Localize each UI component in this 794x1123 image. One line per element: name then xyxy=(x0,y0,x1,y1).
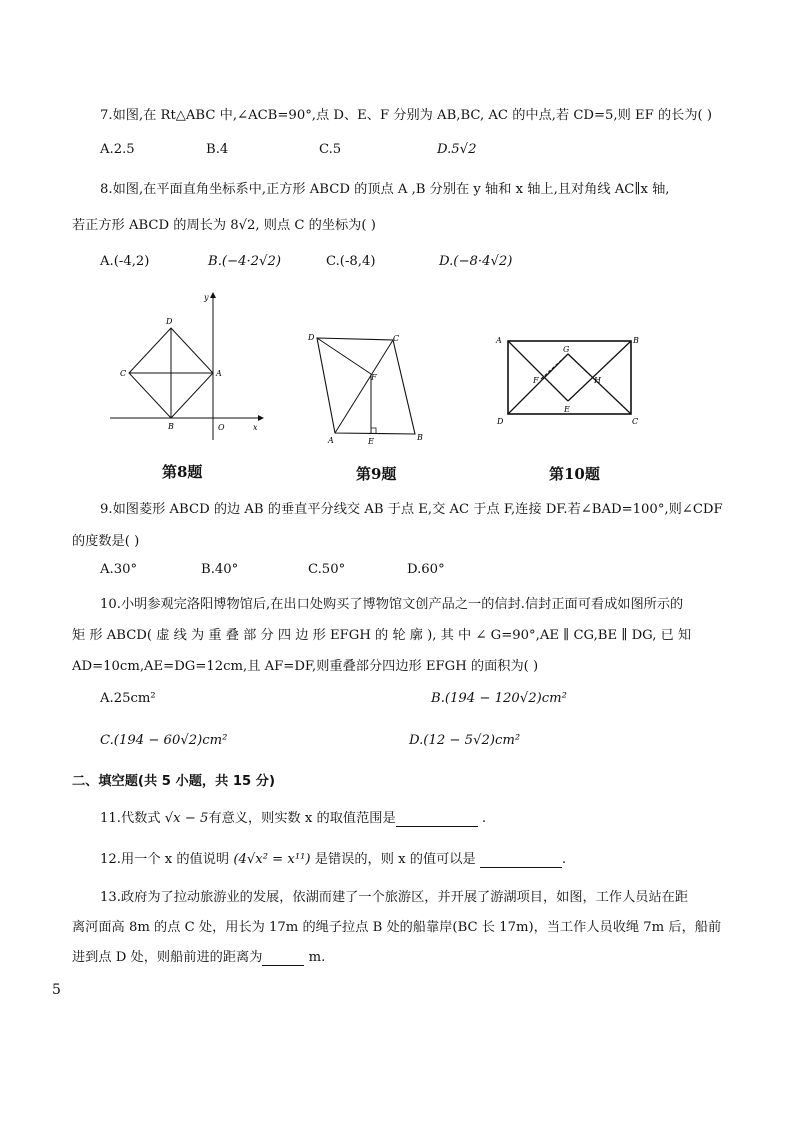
q8-option-d: D.(−8·4√2) xyxy=(439,254,513,269)
fig8-x-arrow xyxy=(258,415,264,421)
q12-end: . xyxy=(561,852,567,867)
fig8-label-a: A xyxy=(216,369,222,378)
fig8-label-d: D xyxy=(166,317,173,326)
q9-stem-line1: 9.如图菱形 ABCD 的边 AB 的垂直平分线交 AB 于点 E,交 AC 于点 F,连接 DF.若∠BAD=100°,则∠CDF xyxy=(100,502,723,517)
q7-stem: 7.如图,在 Rt△ABC 中,∠ACB=90°,点 D、E、F 分别为 AB,BC, AC 的中点,若 CD=5,则 EF 的长为( ) xyxy=(100,108,713,123)
q12 xyxy=(100,848,566,868)
fig10-ae xyxy=(508,341,568,401)
figure-10 xyxy=(493,330,643,425)
q11-expr: √x − 5 xyxy=(164,811,209,826)
fig9-diagonal-ac xyxy=(335,340,393,433)
q10-option-b: B.(194 − 120√2)cm² xyxy=(431,691,567,706)
fig8-label-o: O xyxy=(218,423,225,432)
q12-blank[interactable] xyxy=(480,852,562,868)
fig9-label-b: B xyxy=(417,433,423,442)
q9-option-d: D.60° xyxy=(407,562,445,577)
figure-8 xyxy=(108,290,268,440)
q13-line2: 离河面高 8m 的点 C 处，用长为 17m 的绳子拉点 B 处的船靠岸(BC 长 17m)，当工作人员收绳 7m 后，船前 xyxy=(72,920,722,935)
fig9-caption: 第9题 xyxy=(356,465,397,483)
fig8-label-x: x xyxy=(253,423,258,432)
fig8-label-c: C xyxy=(120,369,127,378)
q10-stem-line1: 10.小明参观完洛阳博物馆后,在出口处购买了博物馆文创产品之一的信封.信封正面可看成如图所示的 xyxy=(100,597,684,612)
q8-stem-line2: 若正方形 ABCD 的周长为 8√2, 则点 C 的坐标为( ) xyxy=(72,218,376,233)
q10-stem-line2: 矩 形 ABCD( 虚 线 为 重 叠 部 分 四 边 形 EFGH 的 轮 廓 ), 其 中 ∠ G=90°,AE ∥ CG,BE ∥ DG, 已 知 xyxy=(72,628,692,643)
fig10-rectangle xyxy=(508,341,631,414)
fig9-label-e: E xyxy=(368,437,374,446)
q7-option-c: C.5 xyxy=(319,142,342,157)
q9-option-c: C.50° xyxy=(308,562,346,577)
fig10-dashed-fgh xyxy=(541,354,594,379)
q8-option-c: C.(-8,4) xyxy=(326,254,376,269)
q7-option-b: B.4 xyxy=(206,142,229,157)
fig10-label-e: E xyxy=(564,405,570,414)
q13-line3 xyxy=(72,946,325,966)
q9-stem-line2: 的度数是( ) xyxy=(72,534,140,549)
fig9-label-a: A xyxy=(328,436,334,445)
q11-blank[interactable] xyxy=(396,811,478,827)
fig10-label-d: D xyxy=(497,417,504,425)
q13-line1: 13.政府为了拉动旅游业的发展，依湖而建了一个旅游区，并开展了游湖项目，如图，工作人员站在距 xyxy=(100,890,689,905)
page-number: 5 xyxy=(52,982,61,998)
fig8-label-y: y xyxy=(204,293,209,302)
q10-option-c: C.(194 − 60√2)cm² xyxy=(100,733,228,748)
fig9-label-d: D xyxy=(308,333,315,342)
fig10-label-b: B xyxy=(633,336,639,345)
figure-9 xyxy=(305,330,435,450)
q12-expr: (4√x² = x¹¹) xyxy=(233,852,311,867)
q9-option-b: B.40° xyxy=(201,562,239,577)
q9-option-a: A.30° xyxy=(100,562,138,577)
fig9-label-f: F xyxy=(371,373,377,382)
q11-end: . xyxy=(477,811,487,826)
q11-after: 有意义，则实数 x 的取值范围是 xyxy=(208,811,396,826)
fig9-df xyxy=(317,338,371,374)
q12-before: 12.用一个 x 的值说明 xyxy=(100,852,234,867)
q8-option-a: A.(-4,2) xyxy=(100,254,150,269)
fig10-label-h: H xyxy=(594,376,601,385)
q11 xyxy=(100,807,486,827)
q11-before: 11.代数式 xyxy=(100,811,165,826)
q13-line3-before: 进到点 D 处，则船前进的距离为 xyxy=(72,950,263,965)
fig8-label-b: B xyxy=(168,422,174,431)
q7-option-a: A.2.5 xyxy=(100,142,135,157)
q13-blank[interactable] xyxy=(262,950,304,966)
q10-option-a: A.25cm² xyxy=(100,691,156,706)
fig9-rhombus xyxy=(317,338,415,434)
q8-option-b: B.(−4·2√2) xyxy=(208,254,281,269)
q10-stem-line3: AD=10cm,AE=DG=12cm,且 AF=DF,则重叠部分四边形 EFGH 的面积为( ) xyxy=(72,659,539,674)
fig10-label-f: F xyxy=(533,376,539,385)
fig10-caption: 第10题 xyxy=(549,465,600,483)
fig10-be xyxy=(568,341,631,401)
fig8-y-arrow xyxy=(210,292,216,298)
q8-stem-line1: 8.如图,在平面直角坐标系中,正方形 ABCD 的顶点 A ,B 分别在 y 轴和 x 轴上,且对角线 AC∥x 轴, xyxy=(100,182,670,197)
fig8-caption: 第8题 xyxy=(162,463,203,481)
q12-after: 是错误的，则 x 的值可以是 xyxy=(310,852,480,867)
q13-line3-after: m. xyxy=(304,950,326,965)
fig10-label-g: G xyxy=(563,345,570,354)
section2-title: 二、填空题(共 5 小题，共 15 分) xyxy=(72,774,276,789)
fig10-label-a: A xyxy=(496,336,502,345)
fig10-label-c: C xyxy=(632,417,639,425)
q10-option-d: D.(12 − 5√2)cm² xyxy=(409,733,521,748)
q7-option-d: D.5√2 xyxy=(437,142,477,157)
fig9-label-c: C xyxy=(393,334,400,343)
